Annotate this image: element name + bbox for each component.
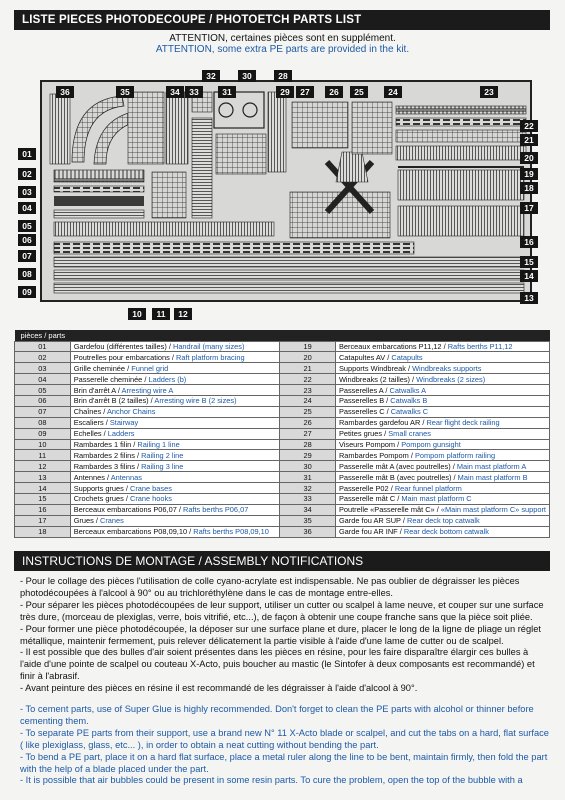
part-number: 28 (303, 439, 312, 449)
part-name-en: Arresting wire A (121, 385, 174, 395)
part-name-en: Rafts berths P08,09,10 (193, 527, 269, 537)
instruction-fr-1: - Pour le collage des pièces l'utilisation de colle cyano-acrylate est indispensable. Ne pas oublier de dégraisser les pièces photodécoupées à l'alcool à 90° ou au trichloréthylène dans le cas de montage entre-elles. (20, 576, 520, 598)
part-name-fr: Berceaux embarcations P11,12 (338, 341, 442, 351)
part-name-fr: Berceaux embarcations P08,09,10 (73, 527, 188, 537)
part-number: 03 (38, 363, 47, 373)
photoetch-sheet-drawing (42, 82, 530, 300)
part-name-en: Raft platform bracing (176, 352, 245, 362)
part-name-fr: Supports grues (73, 483, 124, 493)
part-number: 05 (38, 385, 47, 395)
part-name-en: Rafts berths P06,07 (182, 505, 249, 515)
part-name-fr: Poutrelles pour embarcations (73, 352, 170, 362)
table-row: 15 Crochets grues / Crane hooks 33 Passerelle mât C / Main mast platform C (15, 493, 550, 504)
part-name-en: Arresting wire B (2 sizes) (154, 396, 237, 406)
part-label-32: 32 (202, 70, 220, 82)
table-row: 14 Supports grues / Crane bases 32 Passerelle P02 / Rear funnel platform (15, 483, 550, 494)
table-row: 03 Grille cheminée / Funnel grid 21 Supports Windbreak / Windbreaks supports (15, 363, 550, 374)
part-label-18: 18 (520, 182, 538, 194)
part-name-fr: Chaînes (73, 407, 102, 417)
part-number: 26 (303, 418, 312, 428)
part-name-fr: Rambardes 3 filins (73, 461, 135, 471)
attention-note-fr: ATTENTION, certaines pièces sont en supplément. (169, 33, 396, 44)
part-label-13: 13 (520, 292, 538, 304)
part-label-09: 09 (18, 286, 36, 298)
part-number: 15 (38, 494, 47, 504)
part-label-15: 15 (520, 256, 538, 268)
instructions-en (20, 704, 550, 787)
part-label-06: 06 (18, 234, 36, 246)
part-number: 14 (38, 483, 47, 493)
instruction-en-4: - It is possible that air bubbles could be present in some resin parts. To cure the problem, open the top of the bubble with a (20, 775, 523, 786)
table-row: 13 Antennes / Antennas 31 Passerelle mât B (avec poutrelles) / Main mast platform B (15, 472, 550, 483)
part-name-fr: Supports Windbreak (338, 363, 406, 373)
part-name-en: Small cranes (388, 429, 431, 439)
part-name-fr: Poutrelle «Passerelle mât C» (338, 505, 435, 515)
part-name-en: Cranes (100, 516, 124, 526)
part-number: 16 (38, 505, 47, 515)
part-label-19: 19 (520, 168, 538, 180)
part-label-20: 20 (520, 152, 538, 164)
part-name-en: Catwalks A (389, 385, 427, 395)
part-name-fr: Passerelle mât B (avec poutrelles) (338, 472, 452, 482)
table-row: 17 Grues / Cranes 35 Garde fou AR SUP / Rear deck top catwalk (15, 515, 550, 526)
part-label-11: 11 (152, 308, 170, 320)
part-number: 31 (303, 472, 312, 482)
table-row: 18 Berceaux embarcations P08,09,10 / Rafts berths P08,09,10 36 Garde fou AR INF / Rear deck bottom catwalk (15, 526, 550, 537)
parts-table-header: pièces / parts (15, 330, 550, 341)
part-number: 18 (38, 527, 47, 537)
part-name-fr: Windbreaks (2 tailles) (338, 374, 410, 384)
part-name-fr: Passerelle cheminée (73, 374, 143, 384)
part-label-29: 29 (276, 86, 294, 98)
part-name-en: Handrail (many sizes) (172, 341, 245, 351)
part-name-en: Railing 1 line (137, 439, 180, 449)
part-name-en: «Main mast platform C» support (440, 505, 546, 515)
part-number: 11 (38, 450, 47, 460)
instruction-fr-5: - Avant peinture des pièces en résine il est recommandé de les dégraisser à l'aide d'alcool à 90°. (20, 683, 418, 694)
part-name-fr: Passerelle mât C (338, 494, 396, 504)
part-label-10: 10 (128, 308, 146, 320)
table-row: 05 Brin d'arrêt A / Arresting wire A 23 Passerelles A / Catwalks A (15, 385, 550, 396)
part-name-fr: Crochets grues (73, 494, 124, 504)
table-row: 07 Chaînes / Anchor Chains 25 Passerelles C / Catwalks C (15, 406, 550, 417)
part-name-fr: Passerelle mât A (avec poutrelles) (338, 461, 451, 471)
part-label-25: 25 (350, 86, 368, 98)
part-number: 30 (303, 461, 312, 471)
part-name-en: Rear funnel platform (394, 483, 462, 493)
attention-note-en: ATTENTION, some extra PE parts are provided in the kit. (155, 44, 410, 55)
part-label-34: 34 (166, 86, 184, 98)
part-label-23: 23 (480, 86, 498, 98)
part-label-17: 17 (520, 202, 538, 214)
part-name-fr: Escaliers (73, 418, 104, 428)
part-name-en: Railing 2 line (141, 450, 184, 460)
part-number: 32 (303, 483, 312, 493)
part-label-26: 26 (325, 86, 343, 98)
part-name-en: Main mast platform B (457, 472, 528, 482)
part-number: 08 (38, 418, 47, 428)
part-name-en: Windbreaks (2 sizes) (416, 374, 486, 384)
part-name-fr: Passerelles C (338, 407, 385, 417)
part-label-07: 07 (18, 250, 36, 262)
part-label-14: 14 (520, 270, 538, 282)
parts-table-body (15, 341, 550, 537)
part-number: 34 (303, 505, 312, 515)
part-number: 36 (303, 527, 312, 537)
part-name-en: Catwalks B (390, 396, 428, 406)
part-number: 06 (38, 396, 47, 406)
parts-list-title: LISTE PIECES PHOTODECOUPE / PHOTOETCH PARTS LIST (14, 10, 550, 30)
instruction-fr-2: - Pour séparer les pièces photodécoupées de leur support, utiliser un cutter ou scalpel à lame neuve, et couper sur une surface très dure, (morceau de plexiglas, verre, bois vitrifié, etc...), de façon à obtenir une coupe franche sans que la pièce soit pliée. (20, 599, 544, 622)
part-number: 02 (38, 352, 47, 362)
part-name-en: Antennas (110, 472, 142, 482)
part-name-en: Crane bases (129, 483, 172, 493)
instruction-fr-3: - Pour former une pièce photodécoupée, la déposer sur une surface plane et dure, placer le long de la ligne de pliage un réglet métallique, maintenir fermement, puis relever délicatement la partie visible à l'aide d'une lame de cutter ou de scalpel. (20, 623, 541, 646)
part-name-fr: Catapultes AV (338, 352, 386, 362)
part-label-05: 05 (18, 220, 36, 232)
part-name-en: Stairway (109, 418, 139, 428)
part-number: 23 (303, 385, 312, 395)
part-name-fr: Antennes (73, 472, 105, 482)
part-name-fr: Rambardes gardefou AR (338, 418, 421, 428)
part-label-27: 27 (296, 86, 314, 98)
part-label-16: 16 (520, 236, 538, 248)
part-number: 19 (303, 341, 312, 351)
part-number: 12 (38, 461, 47, 471)
part-label-12: 12 (174, 308, 192, 320)
table-row: 08 Escaliers / Stairway 26 Rambardes gardefou AR / Rear flight deck railing (15, 417, 550, 428)
part-name-fr: Brin d'arrêt A (73, 385, 116, 395)
part-number: 09 (38, 429, 47, 439)
parts-table (14, 330, 550, 538)
part-name-en: Windbreaks supports (412, 363, 482, 373)
part-name-fr: Viseurs Pompom (338, 439, 396, 449)
part-label-36: 36 (56, 86, 74, 98)
table-row: 01 Gardefou (différentes tailles) / Handrail (many sizes) 19 Berceaux embarcations P11,12 / Rafts berths P11,12 (15, 341, 550, 352)
part-name-en: Rear flight deck railing (426, 418, 500, 428)
table-row: 09 Echelles / Ladders 27 Petites grues / Small cranes (15, 428, 550, 439)
table-row: 02 Poutrelles pour embarcations / Raft platform bracing 20 Catapultes AV / Catapults (15, 352, 550, 363)
part-name-fr: Passerelle P02 (338, 483, 389, 493)
part-label-33: 33 (185, 86, 203, 98)
part-name-fr: Echelles (73, 429, 102, 439)
part-name-fr: Passerelles B (338, 396, 385, 406)
instruction-en-2: - To separate PE parts from their support, use a brand new N° 11 X-Acto blade or scalpel, and cut the tabs on a hard, flat surface ( like plexiglass, glass, etc... ), in order to obtain a neat cutting without bending the part. (20, 727, 549, 750)
part-name-en: Main mast platform C (401, 494, 472, 504)
instructions-fr (20, 576, 550, 695)
part-name-fr: Brin d'arrêt B (2 tailles) (73, 396, 149, 406)
part-number: 27 (303, 429, 312, 439)
part-name-fr: Rambardes 1 filin (73, 439, 132, 449)
part-number: 35 (303, 516, 312, 526)
part-name-fr: Gardefou (différentes tailles) (73, 341, 167, 351)
part-name-en: Ladders (b) (148, 374, 187, 384)
part-number: 04 (38, 374, 47, 384)
part-number: 21 (303, 363, 312, 373)
instruction-en-3: - To bend a PE part, place it on a hard flat surface, place a metal ruler along the line to be bent, maintain firmly, then fold the part with the help of a blade placed under the part. (20, 751, 548, 774)
part-name-en: Rafts berths P11,12 (447, 341, 513, 351)
part-name-fr: Petites grues (338, 429, 383, 439)
part-label-35: 35 (116, 86, 134, 98)
part-label-28: 28 (274, 70, 292, 82)
table-row: 06 Brin d'arrêt B (2 tailles) / Arresting wire B (2 sizes) 24 Passerelles B / Catwalks B (15, 395, 550, 406)
part-name-fr: Garde fou AR SUP (338, 516, 401, 526)
part-number: 17 (38, 516, 47, 526)
part-name-fr: Berceaux embarcations P06,07 (73, 505, 177, 515)
part-name-en: Ladders (107, 429, 135, 439)
table-row: 11 Rambardes 2 filins / Railing 2 line 29 Rambardes Pompom / Pompom platform railing (15, 450, 550, 461)
part-label-21: 21 (520, 134, 538, 146)
table-row: 10 Rambardes 1 filin / Railing 1 line 28 Viseurs Pompom / Pompom gunsight (15, 439, 550, 450)
part-name-en: Anchor Chains (106, 407, 156, 417)
table-row: 16 Berceaux embarcations P06,07 / Rafts berths P06,07 34 Poutrelle «Passerelle mât C» / «Main mast platform C» support (15, 504, 550, 515)
part-number: 33 (303, 494, 312, 504)
part-number: 29 (303, 450, 312, 460)
photoetch-sheet (22, 71, 534, 319)
part-label-01: 01 (18, 148, 36, 160)
part-name-fr: Grille cheminée (73, 363, 126, 373)
instructions-title: INSTRUCTIONS DE MONTAGE / ASSEMBLY NOTIFICATIONS (14, 551, 550, 571)
part-name-en: Railing 3 line (141, 461, 184, 471)
part-number: 20 (303, 352, 312, 362)
part-number: 25 (303, 407, 312, 417)
part-label-24: 24 (384, 86, 402, 98)
part-name-en: Pompom platform railing (414, 450, 496, 460)
part-label-02: 02 (18, 168, 36, 180)
part-name-en: Rear deck bottom catwalk (403, 527, 489, 537)
part-name-en: Catwalks C (390, 407, 429, 417)
part-number: 10 (38, 439, 47, 449)
table-row: 04 Passerelle cheminée / Ladders (b) 22 Windbreaks (2 tailles) / Windbreaks (2 sizes) (15, 374, 550, 385)
part-label-30: 30 (238, 70, 256, 82)
part-name-en: Rear deck top catwalk (407, 516, 480, 526)
part-label-22: 22 (520, 120, 538, 132)
part-label-08: 08 (18, 268, 36, 280)
part-number: 07 (38, 407, 47, 417)
part-name-en: Main mast platform A (456, 461, 527, 471)
part-name-fr: Rambardes Pompom (338, 450, 409, 460)
part-name-fr: Rambardes 2 filins (73, 450, 135, 460)
part-name-fr: Passerelles A (338, 385, 384, 395)
part-label-03: 03 (18, 186, 36, 198)
part-name-fr: Garde fou AR INF (338, 527, 398, 537)
instruction-fr-4: - Il est possible que des bulles d'air soient présentes dans les pièces en résine, pour les faire disparaître élargir ces bulles à l'aide d'une pointe de scalpel ou couteau X-Acto, puis boucher au mastic (le Sintofer à deux composants est recommandé) et finir à l'abrasif. (20, 647, 535, 682)
part-number: 13 (38, 472, 47, 482)
part-name-en: Pompom gunsight (401, 439, 461, 449)
part-label-31: 31 (218, 86, 236, 98)
part-name-en: Crane hooks (129, 494, 172, 504)
part-number: 22 (303, 374, 312, 384)
instruction-en-1: - To cement parts, use of Super Glue is highly recommended. Don't forget to clean the PE parts with alcohol or thinner before cementing them. (20, 704, 534, 726)
part-name-en: Catapults (391, 352, 423, 362)
part-number: 01 (38, 341, 47, 351)
part-name-fr: Grues (73, 516, 94, 526)
part-number: 24 (303, 396, 312, 406)
part-name-en: Funnel grid (131, 363, 169, 373)
table-row: 12 Rambardes 3 filins / Railing 3 line 30 Passerelle mât A (avec poutrelles) / Main mast platform A (15, 461, 550, 472)
part-label-04: 04 (18, 202, 36, 214)
